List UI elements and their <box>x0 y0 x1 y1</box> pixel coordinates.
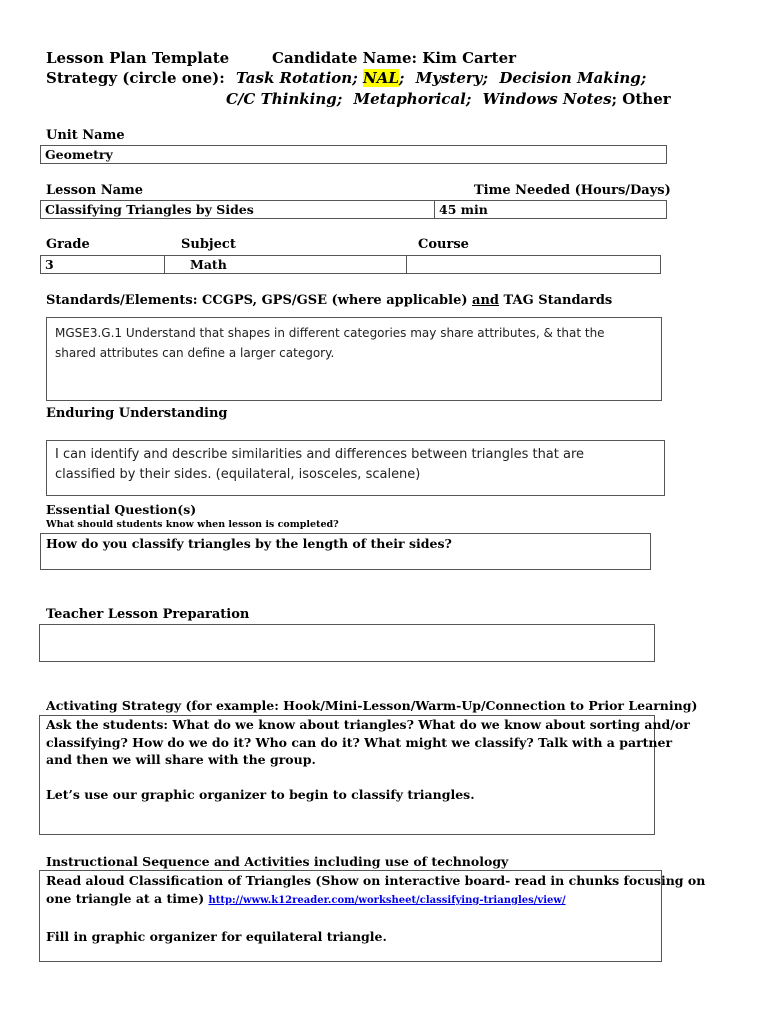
strategy-metaphorical: Metaphorical; <box>353 90 472 108</box>
lesson-name-value: Classifying Triangles by Sides <box>45 202 254 217</box>
grade-value: 3 <box>45 257 54 272</box>
subject-value: Math <box>190 257 227 272</box>
activating-strategy-textbox[interactable] <box>39 715 690 835</box>
instructional-line-3: Fill in graphic organizer for equilateral triangle. <box>46 929 387 944</box>
k12reader-link[interactable]: http://www.k12reader.com/worksheet/classifying-triangles/view/ <box>208 895 566 906</box>
standards-text-line-2: shared attributes can define a larger category. <box>55 346 335 360</box>
enduring-text-line-2: classified by their sides. (equilateral, isosceles, scalene) <box>55 467 421 482</box>
strategy-line-2 <box>226 90 671 108</box>
strategy-other: ; Other <box>611 90 671 108</box>
activating-line-4: Let’s use our graphic organizer to begin to classify triangles. <box>46 786 475 802</box>
candidate-name-line <box>272 49 516 67</box>
subject-label: Subject <box>181 237 236 252</box>
candidate-label: Candidate Name: <box>272 49 418 67</box>
instructional-line-2 <box>46 890 705 910</box>
subject-field[interactable] <box>164 255 407 274</box>
standards-label-suffix: TAG Standards <box>499 293 613 308</box>
instructional-line-1: Read aloud Classification of Triangles (Show on interactive board- read in chunks focusing on <box>46 873 706 888</box>
strategy-cc-thinking: C/C Thinking; <box>226 90 343 108</box>
standards-text <box>55 323 605 363</box>
essential-question-sublabel: What should students know when lesson is completed? <box>46 519 339 530</box>
strategy-task-rotation: Task Rotation; <box>236 69 358 87</box>
enduring-understanding-text <box>55 445 584 485</box>
instructional-sequence-textbox[interactable] <box>39 870 706 962</box>
time-needed-label: Time Needed (Hours/Days) <box>474 183 671 198</box>
grade-field[interactable] <box>40 255 165 274</box>
grade-label: Grade <box>46 237 90 252</box>
essential-question-text: How do you classify triangles by the length of their sides? <box>46 536 452 551</box>
strategy-windows-notes: Windows Notes <box>482 90 612 108</box>
instructional-sequence-text <box>46 872 705 946</box>
strategy-line-1 <box>46 69 646 87</box>
candidate-name: Kim Carter <box>422 49 517 67</box>
strategy-label: Strategy (circle one): <box>46 69 225 87</box>
instructional-sequence-label: Instructional Sequence and Activities including use of technology <box>46 854 509 869</box>
unit-name-value: Geometry <box>45 147 113 162</box>
teacher-prep-textbox[interactable] <box>39 624 655 662</box>
course-label: Course <box>418 237 469 252</box>
strategy-nal-sep: ; <box>398 69 405 87</box>
strategy-decision-making: Decision Making; <box>499 69 647 87</box>
enduring-understanding-label: Enduring Understanding <box>46 406 228 421</box>
standards-label <box>46 293 612 308</box>
standards-textbox[interactable] <box>46 317 662 401</box>
activating-strategy-text <box>46 716 690 803</box>
standards-label-and: and <box>472 293 499 308</box>
activating-line-3: and then we will share with the group. <box>46 752 316 767</box>
unit-name-field[interactable] <box>40 145 667 164</box>
instructional-line-2-prefix: one triangle at a time) <box>46 891 209 906</box>
time-needed-value: 45 min <box>439 202 488 217</box>
teacher-prep-label: Teacher Lesson Preparation <box>46 607 250 622</box>
strategy-nal: NAL <box>362 69 399 87</box>
lesson-name-label: Lesson Name <box>46 183 144 198</box>
template-title: Lesson Plan Template <box>46 49 230 67</box>
essential-question-textbox[interactable] <box>40 533 651 570</box>
activating-strategy-label: Activating Strategy (for example: Hook/Mini-Lesson/Warm-Up/Connection to Prior Learning) <box>46 698 698 713</box>
lesson-name-field[interactable] <box>40 200 435 219</box>
activating-line-1: Ask the students: What do we know about triangles? What do we know about sorting and/or <box>46 717 690 732</box>
standards-label-prefix: Standards/Elements: CCGPS, GPS/GSE (where applicable) <box>46 293 473 308</box>
course-field[interactable] <box>406 255 661 274</box>
enduring-understanding-textbox[interactable] <box>46 440 665 496</box>
time-needed-field[interactable] <box>434 200 667 219</box>
standards-text-line-1: MGSE3.G.1 Understand that shapes in different categories may share attributes, & that the <box>55 326 605 340</box>
essential-question-label: Essential Question(s) <box>46 502 197 517</box>
enduring-text-line-1: I can identify and describe similarities and differences between triangles that are <box>55 447 585 462</box>
unit-name-label: Unit Name <box>46 128 125 143</box>
activating-line-2: classifying? How do we do it? Who can do it? What might we classify? Talk with a partner <box>46 734 673 750</box>
strategy-mystery: Mystery; <box>415 69 489 87</box>
